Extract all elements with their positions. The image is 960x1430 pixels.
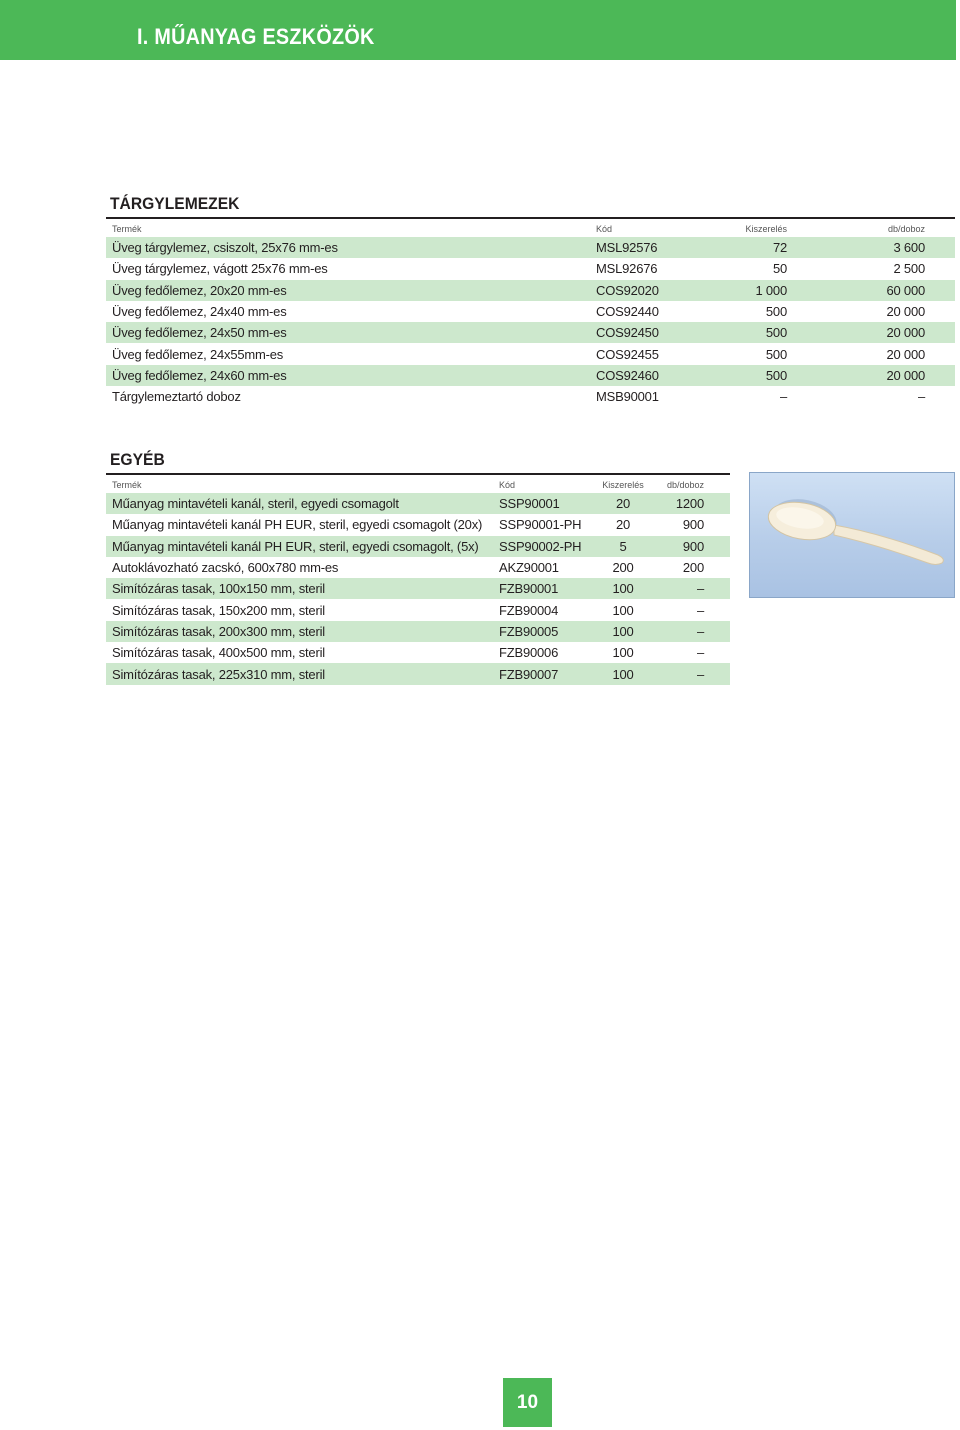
package-cell: 50 (772, 261, 787, 277)
table-row (106, 642, 730, 663)
col-header: Termék (112, 479, 142, 490)
per-box-cell: – (659, 578, 730, 599)
product-cell: Simítózáras tasak, 200x300 mm, steril (106, 621, 493, 642)
spoon-photo (749, 472, 955, 598)
per-box-cell: 200 (682, 560, 704, 576)
product-cell: Simítózáras tasak, 400x500 mm, steril (112, 645, 325, 661)
per-box-cell: – (696, 645, 704, 661)
code-cell: MSB90001 (596, 389, 659, 405)
code-cell: COS92440 (596, 304, 659, 320)
package-cell: 500 (765, 304, 787, 320)
product-cell: Üveg fedőlemez, 24x50 mm-es (106, 322, 590, 343)
package-cell: 5 (587, 536, 659, 557)
code-cell: COS92455 (596, 346, 659, 362)
per-box-cell: 20 000 (791, 322, 955, 343)
per-box-cell: 20 000 (886, 346, 925, 362)
per-box-cell: – (659, 663, 730, 684)
col-header: db/doboz (666, 479, 704, 490)
product-cell: Üveg fedőlemez, 24x55mm-es (112, 346, 284, 362)
package-cell: 100 (587, 663, 659, 684)
package-cell: 200 (612, 560, 634, 576)
product-cell: Autoklávozható zacskó, 600x780 mm-es (112, 560, 339, 576)
package-cell: – (779, 389, 787, 405)
code-cell: FZB90005 (493, 621, 587, 642)
package-cell: 500 (697, 365, 791, 386)
product-cell: Üveg tárgylemez, csiszolt, 25x76 mm-es (106, 237, 590, 258)
col-header: Kiszerelés (602, 479, 644, 490)
table-row (106, 237, 955, 258)
page-number: 10 (503, 1378, 552, 1427)
per-box-cell: – (696, 602, 704, 618)
package-cell: 500 (765, 346, 787, 362)
table-row (106, 578, 730, 599)
targylemezek-table (106, 220, 955, 407)
package-cell: 20 (587, 493, 659, 514)
code-cell: COS92020 (590, 280, 697, 301)
product-cell: Üveg fedőlemez, 24x40 mm-es (112, 304, 287, 320)
table-row (106, 343, 955, 364)
product-cell: Tárgylemeztartó doboz (112, 389, 241, 405)
table-row (106, 493, 730, 514)
code-cell: FZB90007 (493, 663, 587, 684)
code-cell: MSL92676 (596, 261, 658, 277)
code-cell: AKZ90001 (499, 560, 559, 576)
code-cell: FZB90006 (499, 645, 559, 661)
code-cell: SSP90001 (493, 493, 587, 514)
package-cell: 72 (697, 237, 791, 258)
table-row (106, 365, 955, 386)
code-cell: FZB90004 (499, 602, 559, 618)
section-title-targylemezek: TÁRGYLEMEZEK (110, 194, 240, 213)
per-box-cell: 60 000 (791, 280, 955, 301)
code-cell: MSL92576 (590, 237, 697, 258)
code-cell: COS92450 (590, 322, 697, 343)
product-cell: Üveg fedőlemez, 24x60 mm-es (106, 365, 590, 386)
table-header-row (106, 476, 730, 493)
table-row (106, 280, 955, 301)
per-box-cell: 20 000 (791, 365, 955, 386)
package-cell: 100 (587, 578, 659, 599)
product-cell: Műanyag mintavételi kanál, steril, egyedi csomagolt (106, 493, 493, 514)
page-title: I. MŰANYAG ESZKÖZÖK (137, 24, 375, 49)
package-cell: 500 (697, 322, 791, 343)
col-header: db/doboz (887, 223, 925, 234)
per-box-cell: – (917, 389, 925, 405)
package-cell: 100 (587, 621, 659, 642)
table-row (106, 621, 730, 642)
col-header: Kód (499, 479, 516, 490)
per-box-cell: – (659, 621, 730, 642)
table-row (106, 301, 955, 322)
table-header-row (106, 220, 955, 237)
table-row (106, 663, 730, 684)
table-row (106, 599, 730, 620)
product-cell: Simítózáras tasak, 100x150 mm, steril (106, 578, 493, 599)
table-row (106, 322, 955, 343)
col-header: Termék (112, 223, 142, 234)
table-row (106, 557, 730, 578)
col-header: Kód (596, 223, 613, 234)
egyeb-table (106, 476, 730, 685)
code-cell: COS92460 (590, 365, 697, 386)
per-box-cell: 900 (659, 536, 730, 557)
spoon-icon (750, 473, 954, 597)
package-cell: 100 (612, 645, 634, 661)
per-box-cell: 3 600 (791, 237, 955, 258)
table-row (106, 258, 955, 279)
product-cell: Műanyag mintavételi kanál PH EUR, steril, egyedi csomagolt (20x) (112, 517, 483, 533)
product-cell: Műanyag mintavételi kanál PH EUR, steril, egyedi csomagolt, (5x) (106, 536, 493, 557)
section-rule (106, 217, 955, 219)
per-box-cell: 20 000 (886, 304, 925, 320)
table-row (106, 386, 955, 407)
package-cell: 100 (612, 602, 634, 618)
code-cell: SSP90001-PH (499, 517, 582, 533)
per-box-cell: 1200 (659, 493, 730, 514)
table-row (106, 536, 730, 557)
code-cell: FZB90001 (493, 578, 587, 599)
package-cell: 1 000 (697, 280, 791, 301)
per-box-cell: 2 500 (893, 261, 925, 277)
product-cell: Simítózáras tasak, 225x310 mm, steril (106, 663, 493, 684)
product-cell: Üveg tárgylemez, vágott 25x76 mm-es (112, 261, 328, 277)
code-cell: SSP90002-PH (493, 536, 587, 557)
product-cell: Simítózáras tasak, 150x200 mm, steril (112, 602, 325, 618)
section-rule (106, 473, 730, 475)
per-box-cell: 900 (682, 517, 704, 533)
table-row (106, 514, 730, 535)
col-header: Kiszerelés (745, 223, 787, 234)
package-cell: 20 (615, 517, 631, 533)
section-title-egyeb: EGYÉB (110, 450, 165, 469)
product-cell: Üveg fedőlemez, 20x20 mm-es (106, 280, 590, 301)
